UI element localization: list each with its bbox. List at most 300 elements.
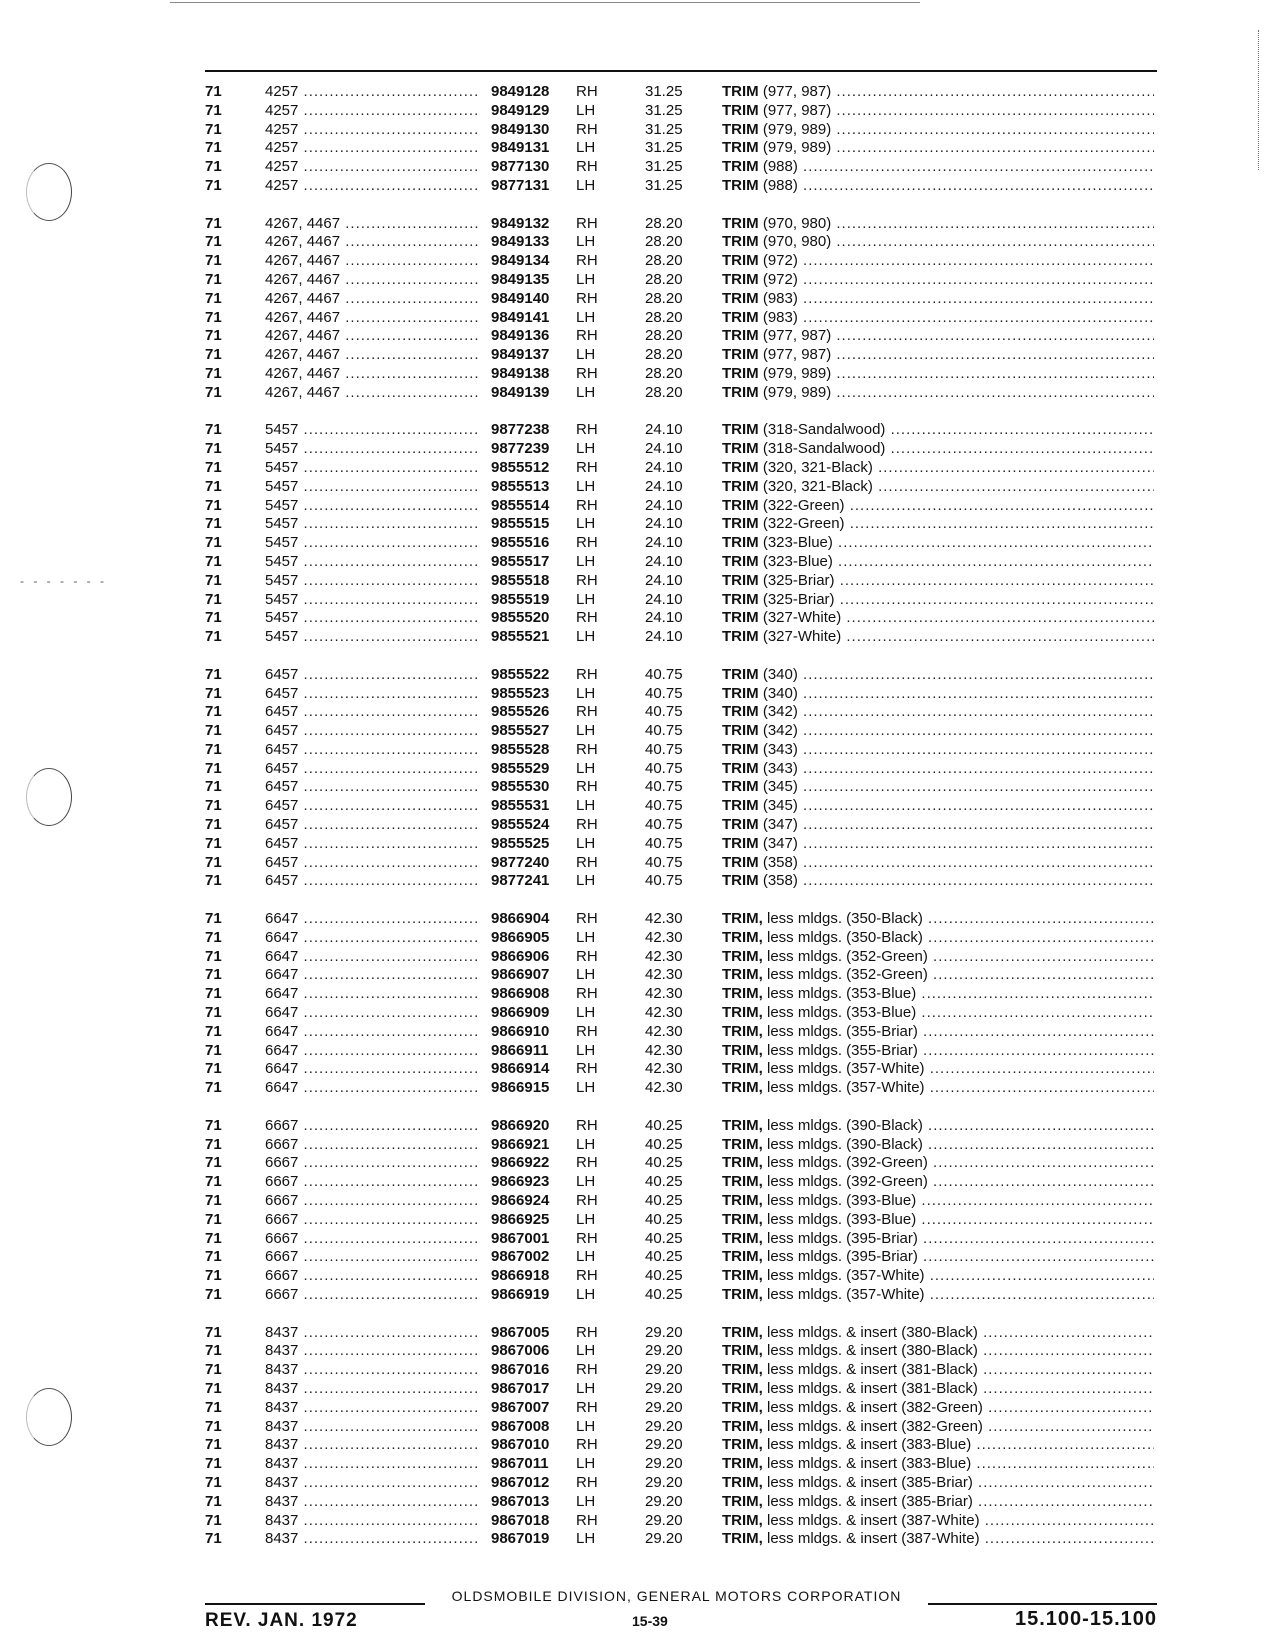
description-detail: (358) <box>758 853 798 871</box>
description-keyword: TRIM <box>722 703 759 721</box>
description-keyword: TRIM <box>722 534 759 552</box>
side-cell: RH <box>576 985 598 1003</box>
header-rule <box>205 70 1157 72</box>
description-detail: less mldgs. & insert (381-Black) <box>762 1361 978 1379</box>
table-row <box>205 1286 1157 1305</box>
part-number-cell: 9855531 <box>487 797 573 816</box>
price-cell: 28.20 <box>645 346 683 364</box>
table-row <box>205 1512 1157 1531</box>
year-cell: 71 <box>205 1004 222 1022</box>
year-cell: 71 <box>205 1492 222 1510</box>
body-style-cell: 4267, 4467 ..... <box>265 271 479 290</box>
side-cell: RH <box>576 1116 598 1134</box>
price-cell: 40.25 <box>645 1267 683 1285</box>
side-cell: LH <box>576 515 596 533</box>
description-keyword: TRIM, <box>722 1473 763 1491</box>
part-number-cell: 9855516 <box>487 534 573 553</box>
part-number-cell: 9877238 <box>487 421 573 440</box>
description-detail: less mldgs. (357-White) <box>762 1060 925 1078</box>
year-cell: 71 <box>205 327 222 345</box>
part-group <box>205 215 1157 403</box>
description-detail: (988) <box>758 176 798 194</box>
description-cell <box>722 1455 1154 1474</box>
description-detail: (318-Sandalwood) <box>758 421 886 439</box>
side-cell: RH <box>576 1229 598 1247</box>
side-cell: LH <box>576 101 596 119</box>
side-cell: LH <box>576 759 596 777</box>
table-row <box>205 685 1157 704</box>
description-keyword: TRIM, <box>722 1530 763 1548</box>
description-cell <box>722 722 1154 741</box>
description-cell <box>722 628 1154 647</box>
body-style-cell: 6647 ..... <box>265 910 479 929</box>
description-cell <box>722 327 1154 346</box>
description-keyword: TRIM <box>722 684 759 702</box>
year-cell: 71 <box>205 778 222 796</box>
description-detail: (323-Blue) <box>758 552 833 570</box>
table-row <box>205 741 1157 760</box>
price-cell: 40.25 <box>645 1210 683 1228</box>
description-keyword: TRIM <box>722 722 759 740</box>
year-cell: 71 <box>205 684 222 702</box>
description-detail: (345) <box>758 797 798 815</box>
price-cell: 24.10 <box>645 458 683 476</box>
body-style-cell: 4257 ..... <box>265 158 479 177</box>
price-cell: 29.20 <box>645 1530 683 1548</box>
body-style-cell: 6667 ..... <box>265 1248 479 1267</box>
part-number-cell: 9867007 <box>487 1399 573 1418</box>
part-number-cell: 9867002 <box>487 1248 573 1267</box>
description-detail: less mldgs. (393-Blue) <box>762 1210 917 1228</box>
description-cell <box>722 1418 1154 1437</box>
body-style-cell: 6667 ..... <box>265 1230 479 1249</box>
body-style-cell: 6647 ..... <box>265 948 479 967</box>
side-cell: RH <box>576 947 598 965</box>
table-row <box>205 1136 1157 1155</box>
year-cell: 71 <box>205 1229 222 1247</box>
price-cell: 29.20 <box>645 1436 683 1454</box>
year-cell: 71 <box>205 853 222 871</box>
description-keyword: TRIM, <box>722 1455 763 1473</box>
table-row <box>205 440 1157 459</box>
part-group <box>205 1324 1157 1550</box>
description-detail: (983) <box>758 289 798 307</box>
year-cell: 71 <box>205 515 222 533</box>
body-style-cell: 6667 ..... <box>265 1267 479 1286</box>
part-number-cell: 9855524 <box>487 816 573 835</box>
part-number-cell: 9867018 <box>487 1512 573 1531</box>
part-number-cell: 9867016 <box>487 1361 573 1380</box>
body-style-cell: 5457 ..... <box>265 497 479 516</box>
description-detail: (320, 321-Black) <box>758 458 873 476</box>
table-row <box>205 421 1157 440</box>
body-style-cell: 8437 ..... <box>265 1530 479 1549</box>
description-keyword: TRIM, <box>722 1116 763 1134</box>
part-number-cell: 9866911 <box>487 1042 573 1061</box>
year-cell: 71 <box>205 158 222 176</box>
description-cell <box>722 1136 1154 1155</box>
description-keyword: TRIM <box>722 797 759 815</box>
side-cell: LH <box>576 1379 596 1397</box>
description-keyword: TRIM <box>722 158 759 176</box>
part-number-cell: 9867006 <box>487 1342 573 1361</box>
table-row <box>205 591 1157 610</box>
price-cell: 40.75 <box>645 684 683 702</box>
price-cell: 42.30 <box>645 1004 683 1022</box>
year-cell: 71 <box>205 797 222 815</box>
part-number-cell: 9866915 <box>487 1079 573 1098</box>
table-row <box>205 1230 1157 1249</box>
year-cell: 71 <box>205 1135 222 1153</box>
description-keyword: TRIM <box>722 872 759 890</box>
year-cell: 71 <box>205 665 222 683</box>
price-cell: 24.10 <box>645 552 683 570</box>
description-detail: less mldgs. (352-Green) <box>762 966 928 984</box>
description-cell <box>722 948 1154 967</box>
body-style-cell: 6647 ..... <box>265 1004 479 1023</box>
side-cell: RH <box>576 665 598 683</box>
part-number-cell: 9849134 <box>487 252 573 271</box>
part-number-cell: 9849141 <box>487 309 573 328</box>
part-number-cell: 9877239 <box>487 440 573 459</box>
year-cell: 71 <box>205 628 222 646</box>
table-row <box>205 515 1157 534</box>
description-cell <box>722 1286 1154 1305</box>
price-cell: 31.25 <box>645 139 683 157</box>
description-cell <box>722 910 1154 929</box>
year-cell: 71 <box>205 552 222 570</box>
price-cell: 40.25 <box>645 1154 683 1172</box>
price-cell: 40.25 <box>645 1135 683 1153</box>
year-cell: 71 <box>205 233 222 251</box>
scan-edge-line <box>170 2 920 3</box>
table-row <box>205 1324 1157 1343</box>
year-cell: 71 <box>205 1192 222 1210</box>
description-keyword: TRIM, <box>722 1173 763 1191</box>
description-keyword: TRIM, <box>722 1511 763 1529</box>
description-cell <box>722 1530 1154 1549</box>
table-row <box>205 722 1157 741</box>
year-cell: 71 <box>205 910 222 928</box>
description-detail: (983) <box>758 308 798 326</box>
price-cell: 24.10 <box>645 590 683 608</box>
price-cell: 29.20 <box>645 1379 683 1397</box>
part-number-cell: 9849136 <box>487 327 573 346</box>
price-cell: 40.75 <box>645 872 683 890</box>
body-style-cell: 6667 ..... <box>265 1136 479 1155</box>
year-cell: 71 <box>205 101 222 119</box>
year-cell: 71 <box>205 872 222 890</box>
description-keyword: TRIM <box>722 552 759 570</box>
description-detail: less mldgs. (393-Blue) <box>762 1192 917 1210</box>
year-cell: 71 <box>205 83 222 100</box>
year-cell: 71 <box>205 722 222 740</box>
side-cell: RH <box>576 1192 598 1210</box>
year-cell: 71 <box>205 1079 222 1097</box>
table-row <box>205 760 1157 779</box>
body-style-cell: 8437 ..... <box>265 1436 479 1455</box>
description-detail: less mldgs. (353-Blue) <box>762 1004 917 1022</box>
table-row <box>205 628 1157 647</box>
price-cell: 40.75 <box>645 853 683 871</box>
body-style-cell: 5457 ..... <box>265 609 479 628</box>
side-cell: RH <box>576 421 598 439</box>
year-cell: 71 <box>205 590 222 608</box>
part-number-cell: 9866906 <box>487 948 573 967</box>
price-cell: 40.75 <box>645 797 683 815</box>
table-row <box>205 384 1157 403</box>
part-number-cell: 9849139 <box>487 384 573 403</box>
year-cell: 71 <box>205 1210 222 1228</box>
table-row <box>205 365 1157 384</box>
table-row <box>205 948 1157 967</box>
side-cell: RH <box>576 83 598 100</box>
part-number-cell: 9866924 <box>487 1192 573 1211</box>
description-keyword: TRIM <box>722 477 759 495</box>
description-cell <box>722 854 1154 873</box>
price-cell: 40.75 <box>645 778 683 796</box>
description-keyword: TRIM <box>722 816 759 834</box>
part-number-cell: 9877241 <box>487 872 573 891</box>
body-style-cell: 6457 ..... <box>265 666 479 685</box>
side-cell: RH <box>576 816 598 834</box>
price-cell: 28.20 <box>645 270 683 288</box>
body-style-cell: 8437 ..... <box>265 1493 479 1512</box>
description-cell <box>722 572 1154 591</box>
side-cell: LH <box>576 872 596 890</box>
side-cell: RH <box>576 571 598 589</box>
description-keyword: TRIM <box>722 609 759 627</box>
parts-table <box>205 83 1157 1568</box>
description-keyword: TRIM, <box>722 1342 763 1360</box>
part-number-cell: 9855529 <box>487 760 573 779</box>
binder-hole-top <box>26 163 72 221</box>
year-cell: 71 <box>205 1116 222 1134</box>
year-cell: 71 <box>205 1267 222 1285</box>
description-keyword: TRIM <box>722 665 759 683</box>
part-number-cell: 9866919 <box>487 1286 573 1305</box>
description-cell <box>722 778 1154 797</box>
part-number-cell: 9866920 <box>487 1117 573 1136</box>
year-cell: 71 <box>205 571 222 589</box>
price-cell: 40.75 <box>645 816 683 834</box>
description-cell <box>722 83 1154 102</box>
price-cell: 24.10 <box>645 440 683 458</box>
price-cell: 28.20 <box>645 252 683 270</box>
table-row <box>205 666 1157 685</box>
price-cell: 28.20 <box>645 214 683 232</box>
table-row <box>205 985 1157 1004</box>
body-style-cell: 6457 ..... <box>265 835 479 854</box>
scan-artifact-dashes: - - - - - - - <box>20 574 107 588</box>
description-detail: less mldgs. & insert (380-Black) <box>762 1342 978 1360</box>
side-cell: LH <box>576 308 596 326</box>
body-style-cell: 6647 ..... <box>265 929 479 948</box>
table-row <box>205 778 1157 797</box>
year-cell: 71 <box>205 1473 222 1491</box>
binder-hole-bottom <box>26 1388 72 1446</box>
price-cell: 42.30 <box>645 1060 683 1078</box>
price-cell: 40.75 <box>645 703 683 721</box>
body-style-cell: 6647 ..... <box>265 1060 479 1079</box>
year-cell: 71 <box>205 1417 222 1435</box>
description-detail: less mldgs. (357-White) <box>762 1079 925 1097</box>
description-detail: less mldgs. & insert (385-Briar) <box>762 1492 973 1510</box>
side-cell: LH <box>576 928 596 946</box>
description-detail: (345) <box>758 778 798 796</box>
description-cell <box>722 252 1154 271</box>
description-detail: (970, 980) <box>758 214 832 232</box>
description-keyword: TRIM, <box>722 1361 763 1379</box>
year-cell: 71 <box>205 1379 222 1397</box>
side-cell: LH <box>576 834 596 852</box>
table-row <box>205 1436 1157 1455</box>
body-style-cell: 5457 ..... <box>265 440 479 459</box>
table-row <box>205 1380 1157 1399</box>
year-cell: 71 <box>205 383 222 401</box>
description-detail: (325-Briar) <box>758 571 835 589</box>
table-row <box>205 1211 1157 1230</box>
body-style-cell: 8437 ..... <box>265 1380 479 1399</box>
table-row <box>205 929 1157 948</box>
description-cell <box>722 685 1154 704</box>
part-number-cell: 9866908 <box>487 985 573 1004</box>
side-cell: LH <box>576 590 596 608</box>
description-detail: (972) <box>758 252 798 270</box>
description-detail: (979, 989) <box>758 383 832 401</box>
description-cell <box>722 158 1154 177</box>
side-cell: RH <box>576 214 598 232</box>
side-cell: RH <box>576 458 598 476</box>
description-cell <box>722 139 1154 158</box>
side-cell: RH <box>576 289 598 307</box>
table-row <box>205 1060 1157 1079</box>
description-cell <box>722 703 1154 722</box>
table-row <box>205 271 1157 290</box>
body-style-cell: 8437 ..... <box>265 1342 479 1361</box>
description-cell <box>722 741 1154 760</box>
year-cell: 71 <box>205 1286 222 1303</box>
year-cell: 71 <box>205 120 222 138</box>
description-keyword: TRIM <box>722 120 759 138</box>
body-style-cell: 5457 ..... <box>265 591 479 610</box>
body-style-cell: 6667 ..... <box>265 1117 479 1136</box>
table-row <box>205 534 1157 553</box>
description-keyword: TRIM <box>722 740 759 758</box>
side-cell: LH <box>576 1173 596 1191</box>
side-cell: LH <box>576 722 596 740</box>
part-number-cell: 9867005 <box>487 1324 573 1343</box>
table-row <box>205 478 1157 497</box>
part-number-cell: 9855518 <box>487 572 573 591</box>
body-style-cell: 8437 ..... <box>265 1512 479 1531</box>
price-cell: 31.25 <box>645 101 683 119</box>
description-cell <box>722 384 1154 403</box>
body-style-cell: 6457 ..... <box>265 854 479 873</box>
description-cell <box>722 1042 1154 1061</box>
description-keyword: TRIM <box>722 778 759 796</box>
part-number-cell: 9866923 <box>487 1173 573 1192</box>
table-row <box>205 1117 1157 1136</box>
description-keyword: TRIM <box>722 327 759 345</box>
table-row <box>205 910 1157 929</box>
body-style-cell: 8437 ..... <box>265 1474 479 1493</box>
price-cell: 31.25 <box>645 120 683 138</box>
price-cell: 40.25 <box>645 1173 683 1191</box>
description-detail: less mldgs. (355-Briar) <box>762 1041 918 1059</box>
table-row <box>205 1361 1157 1380</box>
year-cell: 71 <box>205 1248 222 1266</box>
description-cell <box>722 121 1154 140</box>
description-detail: (322-Green) <box>758 515 845 533</box>
body-style-cell: 5457 ..... <box>265 572 479 591</box>
side-cell: RH <box>576 120 598 138</box>
description-detail: less mldgs. (355-Briar) <box>762 1022 918 1040</box>
side-cell: LH <box>576 1079 596 1097</box>
part-number-cell: 9866907 <box>487 966 573 985</box>
price-cell: 28.20 <box>645 233 683 251</box>
part-number-cell: 9849137 <box>487 346 573 365</box>
description-keyword: TRIM, <box>722 1192 763 1210</box>
table-row <box>205 703 1157 722</box>
description-keyword: TRIM <box>722 853 759 871</box>
description-cell <box>722 515 1154 534</box>
part-number-cell: 9867008 <box>487 1418 573 1437</box>
description-cell <box>722 233 1154 252</box>
body-style-cell: 5457 ..... <box>265 534 479 553</box>
price-cell: 40.25 <box>645 1248 683 1266</box>
description-detail: less mldgs. (392-Green) <box>762 1173 928 1191</box>
year-cell: 71 <box>205 214 222 232</box>
description-cell <box>722 1248 1154 1267</box>
description-cell <box>722 215 1154 234</box>
price-cell: 42.30 <box>645 947 683 965</box>
body-style-cell: 6647 ..... <box>265 1042 479 1061</box>
description-keyword: TRIM, <box>722 1323 763 1341</box>
table-row <box>205 252 1157 271</box>
description-detail: less mldgs. & insert (382-Green) <box>762 1417 983 1435</box>
side-cell: RH <box>576 252 598 270</box>
table-row <box>205 1079 1157 1098</box>
description-cell <box>722 666 1154 685</box>
body-style-cell: 6457 ..... <box>265 872 479 891</box>
description-keyword: TRIM <box>722 834 759 852</box>
side-cell: RH <box>576 1323 598 1341</box>
year-cell: 71 <box>205 985 222 1003</box>
side-cell: LH <box>576 139 596 157</box>
table-row <box>205 1192 1157 1211</box>
description-detail: (977, 987) <box>758 327 832 345</box>
part-number-cell: 9866925 <box>487 1211 573 1230</box>
description-keyword: TRIM, <box>722 1154 763 1172</box>
description-keyword: TRIM, <box>722 910 763 928</box>
description-detail: (979, 989) <box>758 364 832 382</box>
description-detail: less mldgs. (353-Blue) <box>762 985 917 1003</box>
part-group <box>205 666 1157 892</box>
footer-rule-right <box>928 1603 1157 1605</box>
side-cell: RH <box>576 853 598 871</box>
description-cell <box>722 1380 1154 1399</box>
section-number: 15.100-15.100 <box>1014 1608 1157 1630</box>
description-cell <box>722 609 1154 628</box>
side-cell: RH <box>576 496 598 514</box>
year-cell: 71 <box>205 308 222 326</box>
description-detail: (340) <box>758 665 798 683</box>
part-group <box>205 421 1157 647</box>
body-style-cell: 5457 ..... <box>265 459 479 478</box>
description-cell <box>722 346 1154 365</box>
table-row <box>205 1474 1157 1493</box>
